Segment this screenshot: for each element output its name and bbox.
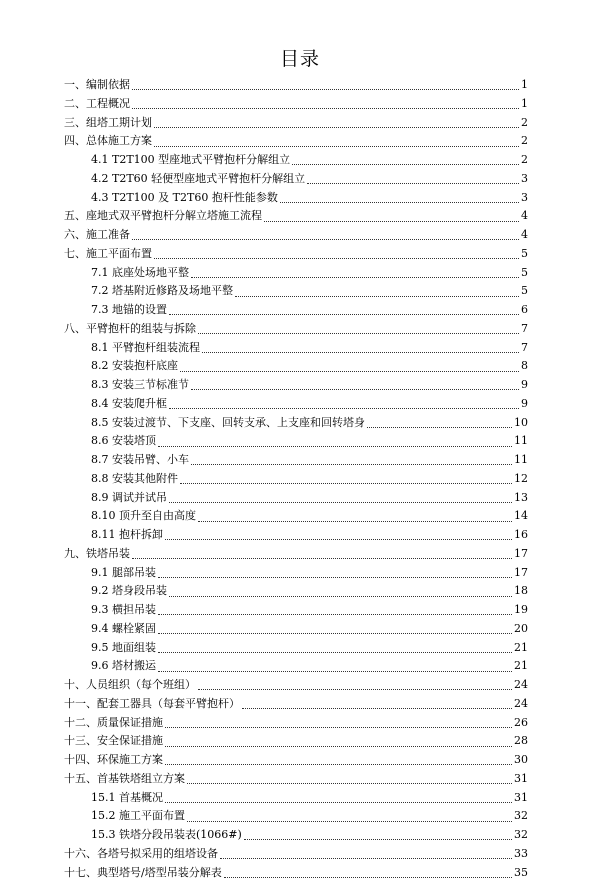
toc-dot-leader <box>169 313 519 315</box>
toc-dot-leader <box>132 238 519 240</box>
toc-dot-leader <box>367 426 512 428</box>
toc-dot-leader <box>191 276 519 278</box>
toc-entry[interactable] <box>64 789 528 808</box>
toc-entry-page-number: 20 <box>514 620 528 639</box>
toc-entry-page-number: 3 <box>521 170 528 189</box>
toc-entry-label: 8.8 安装其他附件 <box>91 470 178 489</box>
toc-entry[interactable] <box>64 507 528 526</box>
toc-entry-label: 十一、配套工器具（每套平臂抱杆） <box>64 695 240 714</box>
toc-entry-label: 8.7 安装吊臂、小车 <box>91 451 189 470</box>
toc-entry[interactable] <box>64 489 528 508</box>
toc-entry-page-number: 2 <box>521 114 528 133</box>
toc-entry[interactable] <box>64 732 528 751</box>
toc-entry[interactable] <box>64 282 528 301</box>
toc-entry-label: 8.10 顶升至自由高度 <box>91 507 196 526</box>
toc-entry[interactable] <box>64 864 528 882</box>
toc-dot-leader <box>264 220 519 222</box>
toc-entry[interactable] <box>64 770 528 789</box>
toc-entry-label: 8.9 调试并试吊 <box>91 489 167 508</box>
toc-entry[interactable] <box>64 751 528 770</box>
toc-dot-leader <box>198 688 512 690</box>
toc-entry-label: 4.3 T2T100 及 T2T60 抱杆性能参数 <box>91 189 278 208</box>
toc-entry-label: 十三、安全保证措施 <box>64 732 163 751</box>
toc-entry-page-number: 4 <box>521 207 528 226</box>
toc-entry-page-number: 5 <box>521 245 528 264</box>
toc-dot-leader <box>158 670 512 672</box>
toc-dot-leader <box>191 463 512 465</box>
toc-dot-leader <box>165 763 512 765</box>
toc-entry[interactable] <box>64 676 528 695</box>
toc-entry[interactable] <box>64 376 528 395</box>
toc-entry[interactable] <box>64 526 528 545</box>
toc-entry-page-number: 32 <box>514 826 528 845</box>
toc-entry[interactable] <box>64 207 528 226</box>
toc-entry[interactable] <box>64 414 528 433</box>
toc-dot-leader <box>154 257 519 259</box>
toc-dot-leader <box>220 857 512 859</box>
toc-dot-leader <box>244 838 512 840</box>
toc-entry-page-number: 10 <box>514 414 528 433</box>
toc-dot-leader <box>165 801 512 803</box>
toc-entry-page-number: 31 <box>514 770 528 789</box>
toc-entry-label: 8.4 安装爬升框 <box>91 395 167 414</box>
toc-entry-page-number: 16 <box>514 526 528 545</box>
toc-dot-leader <box>307 182 519 184</box>
toc-entry-label: 五、座地式双平臂抱杆分解立塔施工流程 <box>64 207 262 226</box>
toc-dot-leader <box>158 632 512 634</box>
toc-entry[interactable] <box>64 545 528 564</box>
toc-entry[interactable] <box>64 714 528 733</box>
toc-entry[interactable] <box>64 320 528 339</box>
toc-entry[interactable] <box>64 132 528 151</box>
toc-entry-page-number: 13 <box>514 489 528 508</box>
toc-entry-label: 9.4 螺栓紧固 <box>91 620 156 639</box>
toc-entry-label: 三、组塔工期计划 <box>64 114 152 133</box>
toc-entry[interactable] <box>64 226 528 245</box>
toc-entry[interactable] <box>64 170 528 189</box>
toc-entry-page-number: 6 <box>521 301 528 320</box>
toc-dot-leader <box>158 445 512 447</box>
toc-dot-leader <box>165 745 512 747</box>
toc-entry-page-number: 9 <box>521 376 528 395</box>
toc-entry-label: 8.2 安装抱杆底座 <box>91 357 178 376</box>
toc-dot-leader <box>187 820 512 822</box>
toc-entry-label: 4.2 T2T60 轻便型座地式平臂抱杆分解组立 <box>91 170 305 189</box>
toc-entry-page-number: 19 <box>514 601 528 620</box>
toc-entry-label: 15.3 铁塔分段吊装表(1066#) <box>91 826 242 845</box>
toc-entry[interactable] <box>64 582 528 601</box>
toc-entry-label: 15.2 施工平面布置 <box>91 807 185 826</box>
toc-entry-page-number: 33 <box>514 845 528 864</box>
toc-entry[interactable] <box>64 114 528 133</box>
toc-entry[interactable] <box>64 470 528 489</box>
toc-dot-leader <box>242 707 512 709</box>
toc-entry[interactable] <box>64 695 528 714</box>
toc-entry-page-number: 17 <box>514 564 528 583</box>
toc-entry-label: 8.5 安装过渡节、下支座、回转支承、上支座和回转塔身 <box>91 414 365 433</box>
toc-entry-label: 8.6 安装塔顶 <box>91 432 156 451</box>
toc-entry-page-number: 32 <box>514 807 528 826</box>
toc-dot-leader <box>158 613 512 615</box>
toc-entry-label: 二、工程概况 <box>64 95 130 114</box>
toc-entry[interactable] <box>64 95 528 114</box>
toc-entry-page-number: 24 <box>514 695 528 714</box>
toc-dot-leader <box>154 145 519 147</box>
toc-dot-leader <box>180 370 519 372</box>
toc-entry[interactable] <box>64 357 528 376</box>
toc-dot-leader <box>165 538 512 540</box>
toc-dot-leader <box>187 782 512 784</box>
toc-entry-label: 十六、各塔号拟采用的组塔设备 <box>64 845 218 864</box>
toc-entry-label: 十四、环保施工方案 <box>64 751 163 770</box>
toc-entry-label: 十五、首基铁塔组立方案 <box>64 770 185 789</box>
toc-entry-page-number: 9 <box>521 395 528 414</box>
toc-entry-label: 四、总体施工方案 <box>64 132 152 151</box>
toc-entry[interactable] <box>64 807 528 826</box>
toc-entry-label: 15.1 首基概况 <box>91 789 163 808</box>
toc-entry[interactable] <box>64 339 528 358</box>
toc-entry-page-number: 1 <box>521 95 528 114</box>
toc-dot-leader <box>169 595 512 597</box>
toc-entry[interactable] <box>64 845 528 864</box>
toc-entry[interactable] <box>64 76 528 95</box>
page-title: 目录 <box>0 44 600 71</box>
toc-entry-label: 七、施工平面布置 <box>64 245 152 264</box>
toc-dot-leader <box>158 651 512 653</box>
toc-entry-page-number: 30 <box>514 751 528 770</box>
toc-entry-label: 八、平臂抱杆的组装与拆除 <box>64 320 196 339</box>
toc-entry[interactable] <box>64 639 528 658</box>
toc-entry-page-number: 11 <box>514 451 528 470</box>
toc-dot-leader <box>154 126 519 128</box>
toc-dot-leader <box>224 876 512 878</box>
toc-entry-page-number: 2 <box>521 151 528 170</box>
toc-entry-label: 4.1 T2T100 型座地式平臂抱杆分解组立 <box>91 151 290 170</box>
toc-dot-leader <box>198 520 512 522</box>
toc-entry-page-number: 4 <box>521 226 528 245</box>
toc-entry-page-number: 5 <box>521 264 528 283</box>
toc-entry-page-number: 5 <box>521 282 528 301</box>
toc-entry-label: 一、编制依据 <box>64 76 130 95</box>
toc-entry[interactable] <box>64 151 528 170</box>
toc-entry-label: 9.3 横担吊装 <box>91 601 156 620</box>
toc-dot-leader <box>202 351 519 353</box>
toc-entry-page-number: 35 <box>514 864 528 882</box>
toc-entry-page-number: 18 <box>514 582 528 601</box>
toc-entry-label: 十二、质量保证措施 <box>64 714 163 733</box>
table-of-contents <box>64 76 528 882</box>
toc-entry-label: 9.2 塔身段吊装 <box>91 582 167 601</box>
toc-entry[interactable] <box>64 301 528 320</box>
toc-entry-page-number: 21 <box>514 639 528 658</box>
toc-entry-label: 十七、典型塔号/塔型吊装分解表 <box>64 864 222 882</box>
toc-entry[interactable] <box>64 264 528 283</box>
toc-entry-label: 7.3 地锚的设置 <box>91 301 167 320</box>
toc-dot-leader <box>169 501 512 503</box>
toc-entry-label: 8.1 平臂抱杆组装流程 <box>91 339 200 358</box>
toc-entry[interactable] <box>64 620 528 639</box>
toc-entry-page-number: 8 <box>521 357 528 376</box>
toc-entry-page-number: 11 <box>514 432 528 451</box>
toc-entry-label: 九、铁塔吊装 <box>64 545 130 564</box>
toc-dot-leader <box>198 332 519 334</box>
toc-entry-page-number: 12 <box>514 470 528 489</box>
toc-entry-page-number: 1 <box>521 76 528 95</box>
toc-entry[interactable] <box>64 395 528 414</box>
toc-entry-label: 9.1 腿部吊装 <box>91 564 156 583</box>
toc-entry-label: 7.2 塔基附近修路及场地平整 <box>91 282 233 301</box>
toc-dot-leader <box>165 726 512 728</box>
toc-entry-page-number: 31 <box>514 789 528 808</box>
toc-entry-label: 9.6 塔材搬运 <box>91 657 156 676</box>
toc-dot-leader <box>191 388 519 390</box>
toc-entry[interactable] <box>64 189 528 208</box>
toc-entry[interactable] <box>64 826 528 845</box>
toc-entry-page-number: 7 <box>521 320 528 339</box>
toc-dot-leader <box>132 557 512 559</box>
toc-entry-page-number: 3 <box>521 189 528 208</box>
toc-entry-page-number: 2 <box>521 132 528 151</box>
toc-entry[interactable] <box>64 245 528 264</box>
toc-entry[interactable] <box>64 657 528 676</box>
toc-entry-page-number: 24 <box>514 676 528 695</box>
toc-entry-page-number: 28 <box>514 732 528 751</box>
toc-dot-leader <box>280 201 519 203</box>
toc-entry-page-number: 21 <box>514 657 528 676</box>
toc-entry-label: 8.11 抱杆拆卸 <box>91 526 163 545</box>
toc-entry[interactable] <box>64 451 528 470</box>
toc-dot-leader <box>292 163 519 165</box>
toc-entry-label: 六、施工准备 <box>64 226 130 245</box>
toc-entry[interactable] <box>64 432 528 451</box>
toc-entry-page-number: 26 <box>514 714 528 733</box>
toc-entry[interactable] <box>64 564 528 583</box>
toc-dot-leader <box>132 107 519 109</box>
toc-entry-page-number: 7 <box>521 339 528 358</box>
toc-entry[interactable] <box>64 601 528 620</box>
toc-dot-leader <box>132 88 519 90</box>
toc-entry-label: 9.5 地面组装 <box>91 639 156 658</box>
toc-dot-leader <box>169 407 519 409</box>
toc-entry-page-number: 14 <box>514 507 528 526</box>
toc-entry-label: 十、人员组织（每个班组） <box>64 676 196 695</box>
toc-dot-leader <box>180 482 512 484</box>
toc-entry-label: 8.3 安装三节标准节 <box>91 376 189 395</box>
toc-dot-leader <box>235 295 519 297</box>
toc-entry-label: 7.1 底座处场地平整 <box>91 264 189 283</box>
toc-entry-page-number: 17 <box>514 545 528 564</box>
toc-dot-leader <box>158 576 512 578</box>
